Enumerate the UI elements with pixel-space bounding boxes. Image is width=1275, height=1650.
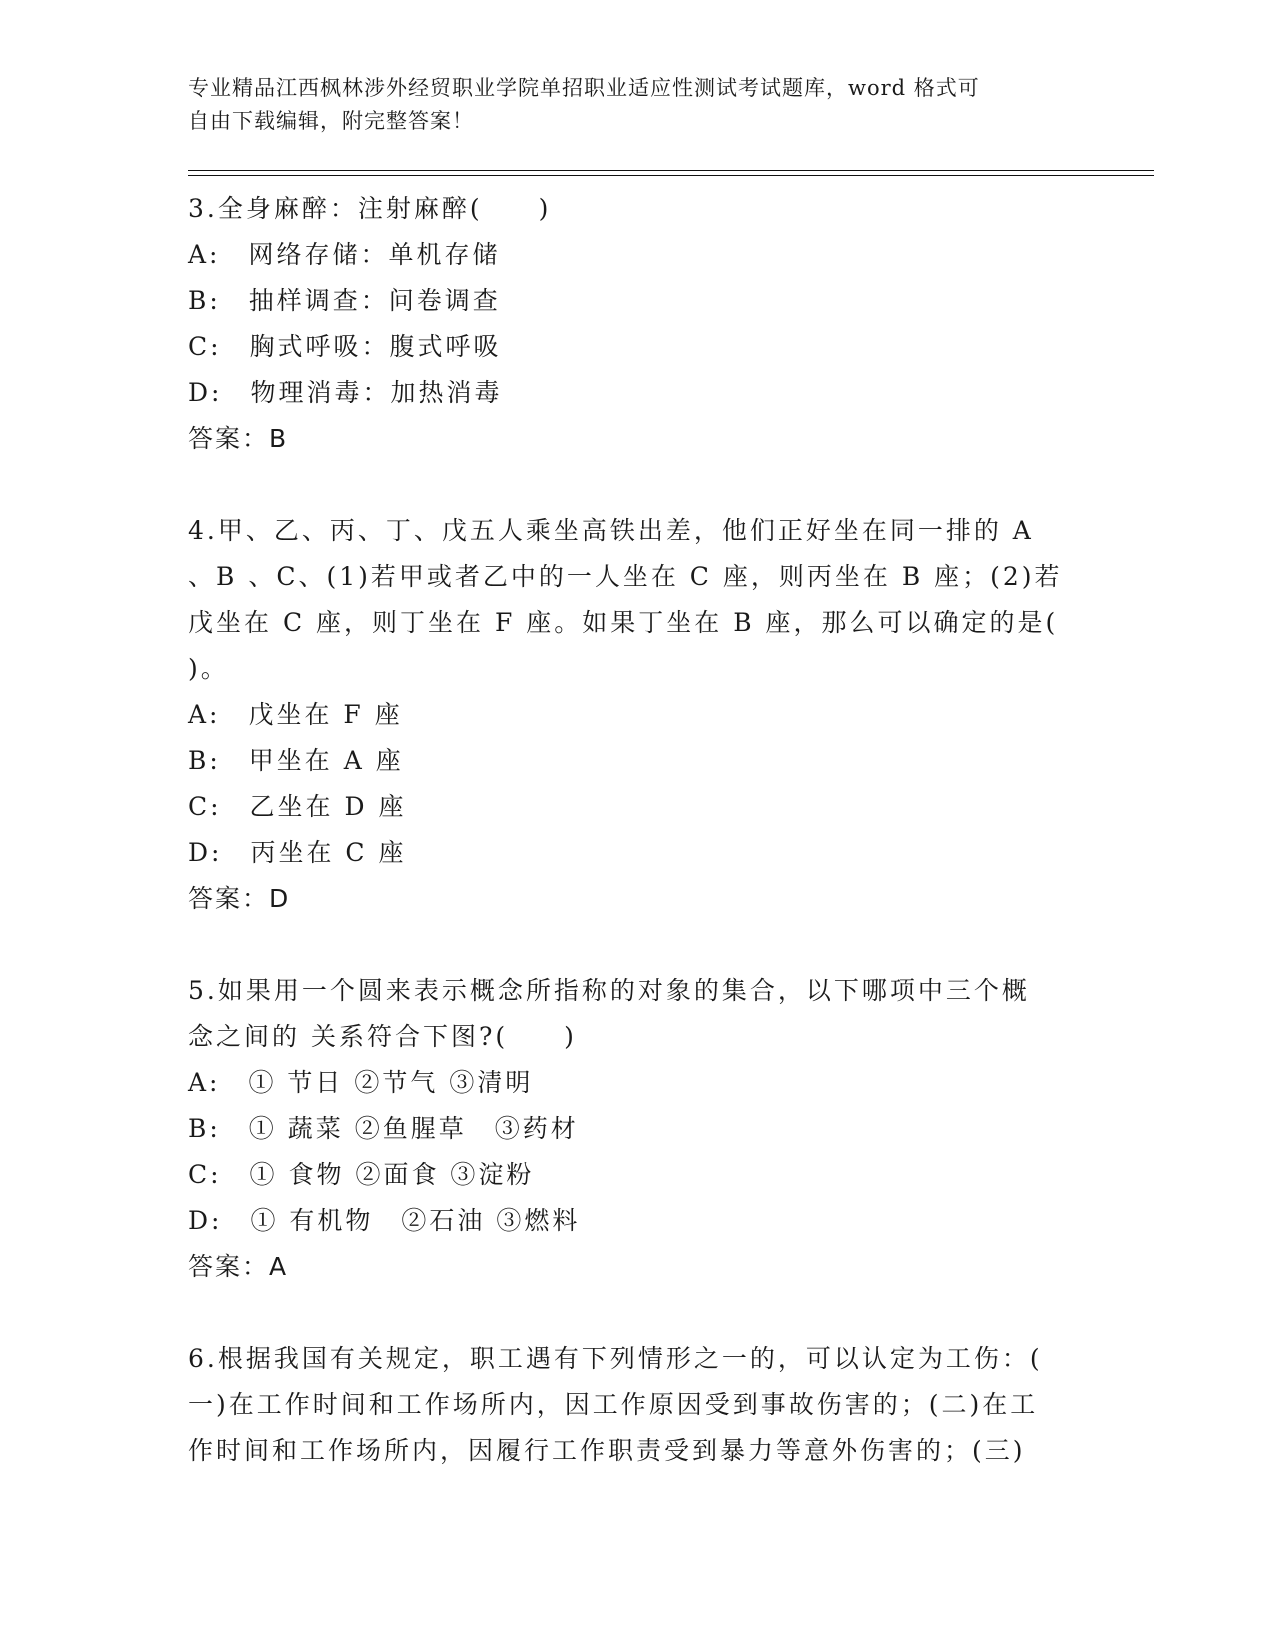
question-stem: 6.根据我国有关规定，职工遇有下列情形之一的，可以认定为工伤：( xyxy=(188,1344,1043,1373)
answer: 答案：B xyxy=(188,424,289,453)
option-a: A: 网络存储：单机存储 xyxy=(188,240,501,269)
question-list xyxy=(188,186,1078,1474)
option-c: C: 乙坐在 D 座 xyxy=(188,792,407,821)
header-line-1: 专业精品江西枫林涉外经贸职业学院单招职业适应性测试考试题库，word 格式可 xyxy=(188,76,980,100)
option-d: D: 物理消毒：加热消毒 xyxy=(188,378,503,407)
question-3 xyxy=(188,186,1078,462)
question-stem: 作时间和工作场所内，因履行工作职责受到暴力等意外伤害的；(三) xyxy=(188,1436,1026,1465)
option-c: C: ① 食物 ②面食 ③淀粉 xyxy=(188,1160,535,1189)
question-6 xyxy=(188,1336,1078,1474)
question-stem: 3.全身麻醉：注射麻醉( ) xyxy=(188,194,552,223)
question-5 xyxy=(188,968,1078,1290)
option-b: B: 抽样调查：问卷调查 xyxy=(188,286,501,315)
header-rule-top xyxy=(188,170,1154,171)
option-b: B: ① 蔬菜 ②鱼腥草 ③药材 xyxy=(188,1114,579,1143)
answer: 答案：A xyxy=(188,1252,289,1281)
option-d: D: 丙坐在 C 座 xyxy=(188,838,407,867)
option-c: C: 胸式呼吸：腹式呼吸 xyxy=(188,332,502,361)
question-stem: 一)在工作时间和工作场所内，因工作原因受到事故伤害的；(二)在工 xyxy=(188,1390,1039,1419)
option-b: B: 甲坐在 A 座 xyxy=(188,746,404,775)
header-line-2: 自由下载编辑，附完整答案！ xyxy=(188,109,474,133)
spacer xyxy=(188,1290,1078,1336)
option-a: A: 戊坐在 F 座 xyxy=(188,700,403,729)
spacer xyxy=(188,462,1078,508)
question-stem: 4.甲、乙、丙、丁、戊五人乘坐高铁出差，他们正好坐在同一排的 A xyxy=(188,516,1034,545)
question-stem: )。 xyxy=(188,654,229,683)
question-4 xyxy=(188,508,1078,922)
spacer xyxy=(188,922,1078,968)
question-stem: 戊坐在 C 座，则丁坐在 F 座。如果丁坐在 B 座，那么可以确定的是( xyxy=(188,608,1059,637)
answer: 答案：D xyxy=(188,884,291,913)
option-d: D: ① 有机物 ②石油 ③燃料 xyxy=(188,1206,581,1235)
header-rule-bottom xyxy=(188,175,1154,176)
question-stem: 念之间的 关系符合下图?( ) xyxy=(188,1022,577,1051)
option-a: A: ① 节日 ②节气 ③清明 xyxy=(188,1068,534,1097)
question-stem: 、B 、C、(1)若甲或者乙中的一人坐在 C 座，则丙坐在 B 座；(2)若 xyxy=(188,562,1063,591)
question-stem: 5.如果用一个圆来表示概念所指称的对象的集合，以下哪项中三个概 xyxy=(188,976,1030,1005)
document-header xyxy=(188,72,1068,138)
